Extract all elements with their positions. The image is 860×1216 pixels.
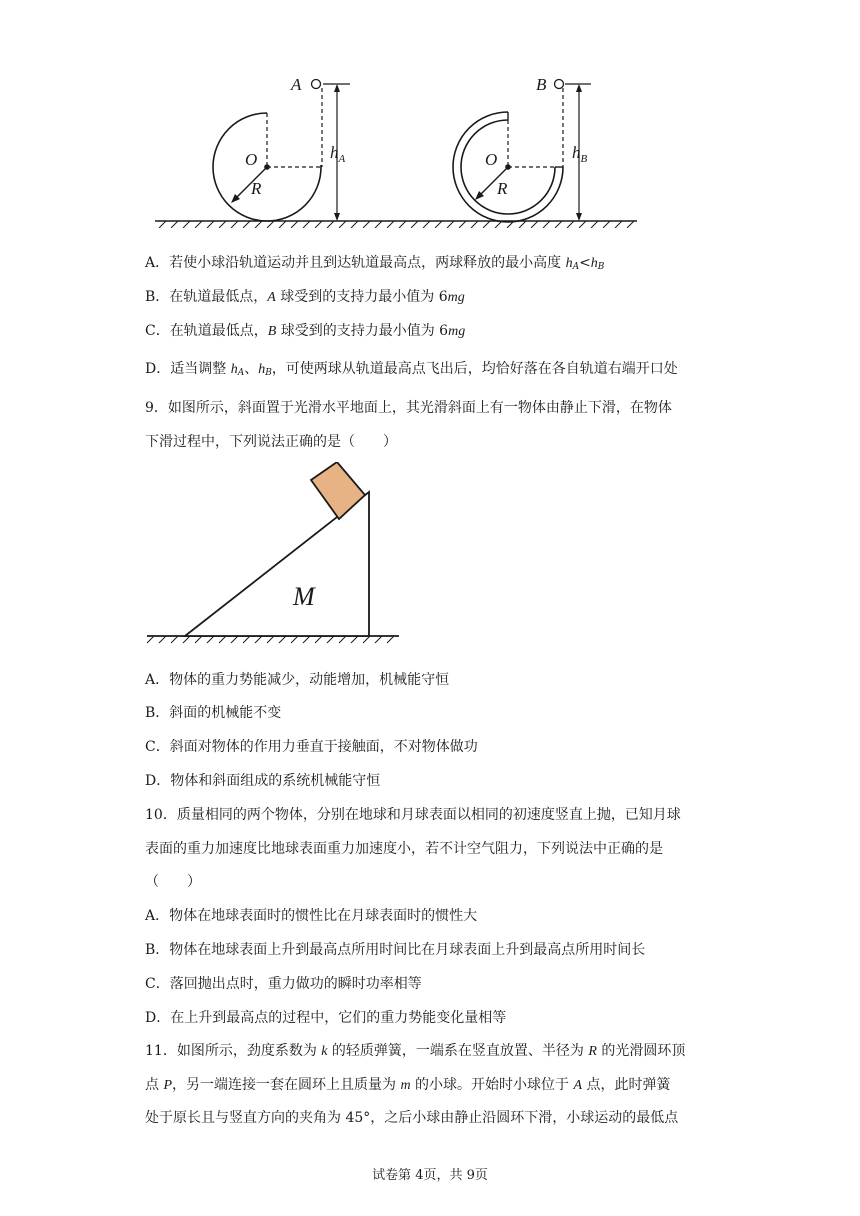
q10-option-b: B．物体在地球表面上升到最高点所用时间比在月球表面上升到最高点所用时间长 [145,942,646,958]
q11-stem-line-1: 11．如图所示，劲度系数为 k 的轻质弹簧，一端系在竖直放置、半径为 R 的光滑圆环顶 [145,1043,686,1059]
right-height-arrowhead-up [576,84,582,92]
q8-option-c: C．在轨道最低点，B 球受到的支持力最小值为 6mg [145,323,466,339]
ground-hatching [159,221,634,228]
q9-option-c: C．斜面对物体的作用力垂直于接触面，不对物体做功 [145,739,478,755]
q9-stem-line-2: 下滑过程中，下列说法正确的是（ ） [145,434,397,450]
q8-option-a: A．若使小球沿轨道运动并且到达轨道最高点，两球释放的最小高度 $h_A<h_B$ [145,255,605,272]
label-o-right: O [485,150,498,169]
q11-stem-line-3: 处于原长且与竖直方向的夹角为 45°，之后小球由静止沿圆环下滑，小球运动的最低点 [145,1110,679,1126]
incline-figure [145,462,405,652]
right-height-arrowhead-down [576,213,582,221]
left-radius-arrow [233,167,267,201]
label-m: M [293,582,315,611]
q10-stem-line-1: 10．质量相同的两个物体，分别在地球和月球表面以相同的初速度竖直上抛，已知月球 [145,807,681,823]
left-height-arrowhead-down [334,213,340,221]
left-height-arrowhead-up [334,84,340,92]
q10-option-d: D．在上升到最高点的过程中，它们的重力势能变化量相等 [145,1010,507,1026]
label-b: B [536,75,547,94]
q9-option-a: A．物体的重力势能减少，动能增加，机械能守恒 [145,672,450,688]
page-footer: 试卷第 4页，共 9页 [372,1168,488,1183]
label-a: A [291,75,302,94]
q8-option-d: D．适当调整 $h_A$、$h_B$，可使两球从轨道最高点飞出后，均恰好落在各自轨道右端开口处 [145,361,678,378]
incline-ground-hatching [147,636,394,643]
label-r-right: R [497,179,508,198]
q10-option-a: A．物体在地球表面时的惯性比在月球表面时的惯性大 [145,908,478,924]
label-hb: $h_B$ [572,143,588,165]
q9-option-b: B．斜面的机械能不变 [145,705,282,721]
q8-option-b: B．在轨道最低点，A 球受到的支持力最小值为 6mg [145,289,465,305]
label-r-left: R [251,179,262,198]
label-ha: $h_A$ [330,143,346,165]
q10-stem-line-3: （ ） [145,874,201,890]
ball-b [555,80,564,89]
q9-stem-line-1: 9．如图所示，斜面置于光滑水平地面上，其光滑斜面上有一物体由静止下滑，在物体 [145,400,672,416]
circular-tracks-figure [145,68,645,228]
q11-stem-line-2: 点 P，另一端连接一套在圆环上且质量为 m 的小球。开始时小球位于 A 点，此时弹簧 [145,1077,671,1093]
q10-stem-line-2: 表面的重力加速度比地球表面重力加速度小，若不计空气阻力，下列说法中正确的是 [145,841,663,857]
label-o-left: O [245,150,258,169]
q10-option-c: C．落回抛出点时，重力做功的瞬时功率相等 [145,976,422,992]
ball-a [312,80,321,89]
q9-option-d: D．物体和斜面组成的系统机械能守恒 [145,773,381,789]
